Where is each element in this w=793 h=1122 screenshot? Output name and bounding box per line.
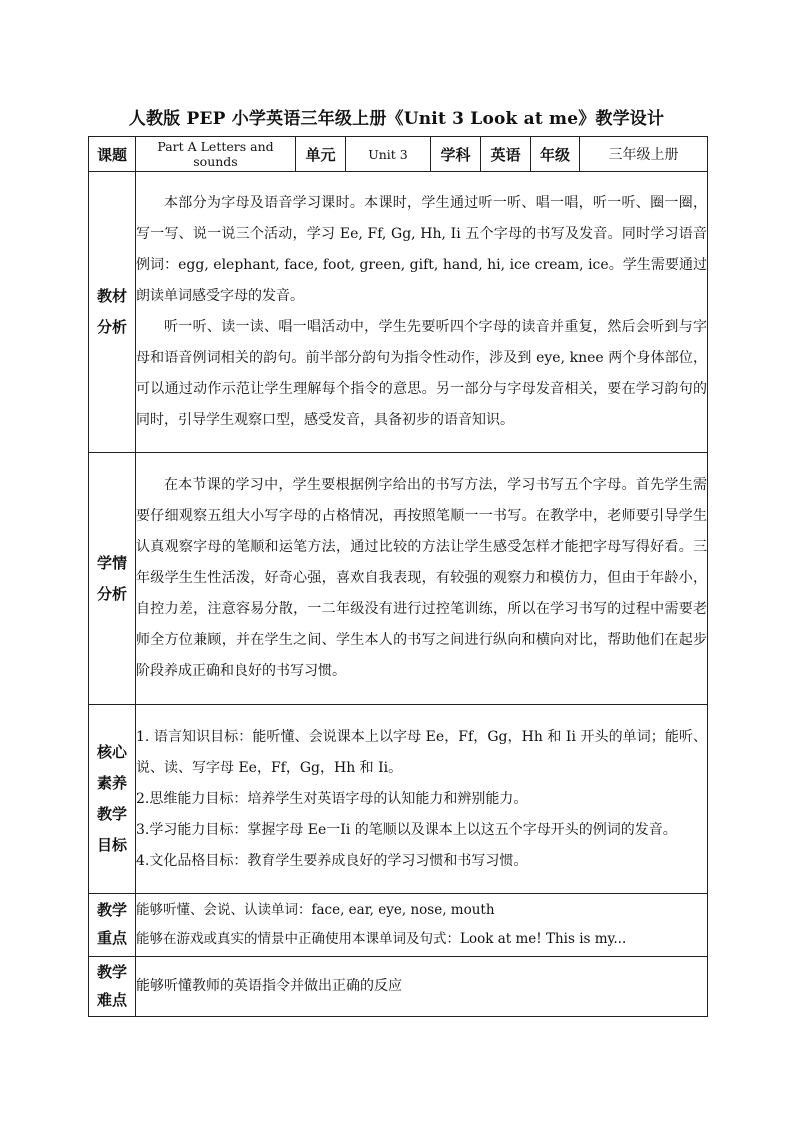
topic-value: Part A Letters and sounds xyxy=(136,137,296,172)
core-content xyxy=(136,705,708,894)
core-item-3: 3.学习能力目标：掌握字母 Ee一Ii 的笔顺以及课本上以这五个字母开头的例词的发音。 xyxy=(136,821,677,838)
subject-value: 英语 xyxy=(481,137,531,172)
subject-label: 学科 xyxy=(431,137,481,172)
core-item-2: 2.思维能力目标：培养学生对英语字母的认知能力和辨别能力。 xyxy=(136,790,528,807)
key-line-1: 能够听懂、会说、认读单词：face, ear, eye, nose, mouth xyxy=(136,902,495,918)
unit-value: Unit 3 xyxy=(346,137,431,172)
material-paragraph-1: 本部分为字母及语音学习课时。本课时，学生通过听一听、唱一唱，听一听、圈一圈，写一写、说一说三个活动，学习 Ee, Ff, Gg, Hh, Ii 五个字母的书写及发音。同时学习语音例词：egg, elephant, face, foot, green, gift, hand, hi, ice cream, ice。学生需要通过朗读单词感受字母的发音。 xyxy=(136,195,707,304)
lesson-plan-table xyxy=(88,136,708,1017)
core-label-text: 核心素养教学目标 xyxy=(96,743,127,854)
material-label-text: 教材分析 xyxy=(96,287,127,336)
material-row xyxy=(89,172,708,453)
header-row xyxy=(89,137,708,172)
material-content xyxy=(136,172,708,453)
difficult-label-text: 教学难点 xyxy=(96,962,127,1009)
difficult-row xyxy=(89,957,708,1017)
core-item-4: 4.文化品格目标：教育学生要养成良好的学习习惯和书写习惯。 xyxy=(136,852,528,869)
learner-label xyxy=(89,453,136,705)
difficult-label xyxy=(89,957,136,1017)
grade-value: 三年级上册 xyxy=(580,137,708,172)
key-label xyxy=(89,894,136,957)
unit-label: 单元 xyxy=(296,137,346,172)
core-row xyxy=(89,705,708,894)
key-line-2: 能够在游戏或真实的情景中正确使用本课单词及句式：Look at me! This is my... xyxy=(136,931,627,947)
material-paragraph-2: 听一听、读一读、唱一唱活动中，学生先要听四个字母的读音并重复，然后会听到与字母和语音例词相关的韵句。前半部分韵句为指令性动作，涉及到 eye, knee 两个身体部位，可以通过动作示范让学生理解每个指令的意思。另一部分与字母发音相关，要在学习韵句的同时，引导学生观察口型，感受发音，具备初步的语音知识。 xyxy=(136,319,707,428)
core-item-1: 1. 语言知识目标：能听懂、会说课本上以字母 Ee，Ff，Gg，Hh 和 Ii 开头的单词；能听、说、读、写字母 Ee，Ff，Gg，Hh 和 Ii。 xyxy=(136,728,707,776)
key-content xyxy=(136,894,708,957)
grade-label: 年级 xyxy=(531,137,580,172)
core-label xyxy=(89,705,136,894)
learner-content xyxy=(136,453,708,705)
learner-label-text: 学情分析 xyxy=(96,553,127,603)
topic-label: 课题 xyxy=(89,137,136,172)
learner-paragraph-1: 在本节课的学习中，学生要根据例字给出的书写方法，学习书写五个字母。首先学生需要仔细观察五组大小写字母的占格情况，再按照笔顺一一书写。在教学中，老师要引导学生认真观察字母的笔顺和运笔方法，通过比较的方法让学生感受怎样才能把字母写得好看。三年级学生生性活泼，好奇心强，喜欢自我表现，有较强的观察力和模仿力，但由于年龄小，自控力差，注意容易分散，一二年级没有进行过控笔训练，所以在学习书写的过程中需要老师全方位兼顾，并在学生之间、学生本人的书写之间进行纵向和横向对比，帮助他们在起步阶段养成正确和良好的书写习惯。 xyxy=(136,477,707,679)
key-row xyxy=(89,894,708,957)
learner-row xyxy=(89,453,708,705)
page-title: 人教版 PEP 小学英语三年级上册《Unit 3 Look at me》教学设计 xyxy=(128,109,665,129)
key-label-text: 教学重点 xyxy=(96,901,127,947)
material-label xyxy=(89,172,136,453)
difficult-content: 能够听懂教师的英语指令并做出正确的反应 xyxy=(136,957,708,1017)
